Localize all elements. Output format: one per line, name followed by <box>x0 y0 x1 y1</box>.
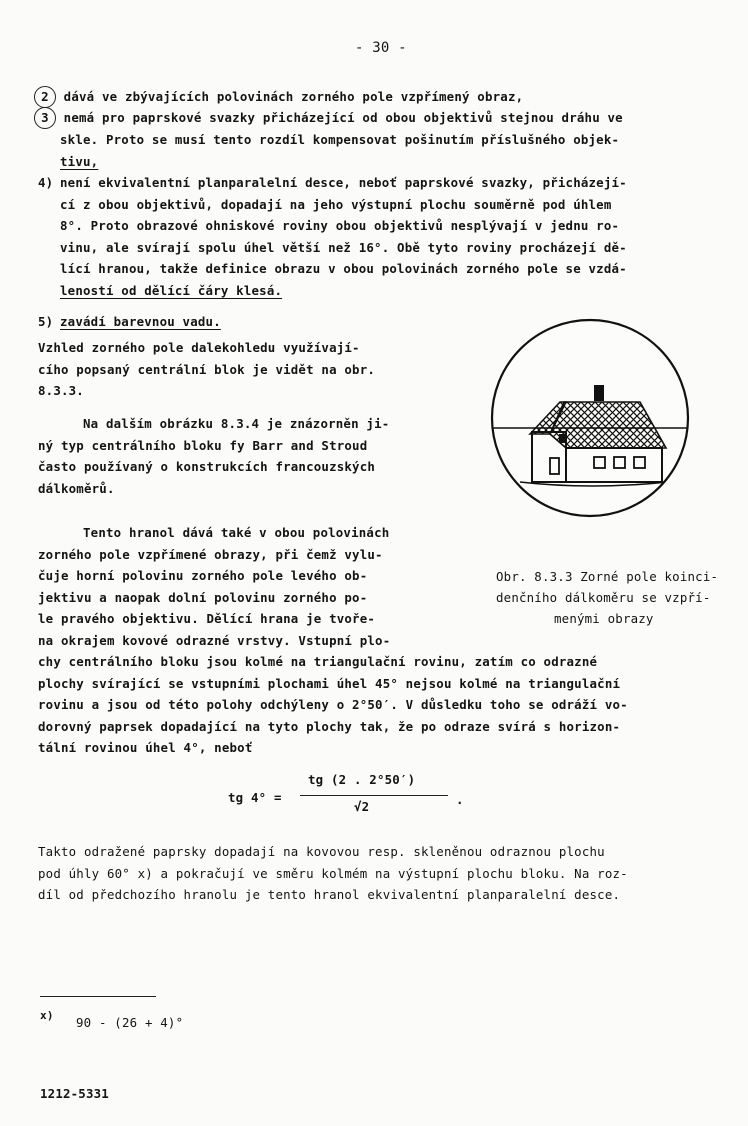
paragraph-line: čuje horní polovinu zorného pole levého ob- <box>38 568 368 583</box>
paragraph-line: chy centrálního bloku jsou kolmé na triangulační rovinu, zatím co odrazné <box>38 654 598 669</box>
item-text: dává ve zbývajících polovinách zorného pole vzpřímený obraz, <box>63 89 524 104</box>
list-item-4 <box>38 172 728 301</box>
house-window <box>594 457 605 468</box>
paragraph-line: často používaný o konstrukcích francouzských <box>38 459 376 474</box>
paragraph-line: tální rovinou úhel 4°, neboť <box>38 740 253 755</box>
item-number: 5) <box>38 314 54 329</box>
paragraph-line: cího popsaný centrální blok je vidět na obr. <box>38 361 376 377</box>
formula-denominator: √2 <box>354 799 370 814</box>
paragraph-line: na okrajem kovové odrazné vrstvy. Vstupní plo- <box>38 632 391 648</box>
caption-line: menými obrazy <box>554 611 654 626</box>
item-number: 4) <box>38 175 54 190</box>
list-item-2 <box>38 86 728 108</box>
paragraph-line: dorovný paprsek dopadající na tyto plochy tak, že po odraze svírá s horizon- <box>38 718 621 734</box>
formula-numerator: tg (2 . 2°50′) <box>308 772 416 787</box>
paragraph-3-column <box>38 522 448 651</box>
paragraph-line: ný typ centrálního bloku fy Barr and Stroud <box>38 437 368 453</box>
page-number: - 30 - <box>355 40 407 56</box>
paragraph-3-full <box>38 651 728 759</box>
paragraph-line: zorného pole vzpřímené obrazy, při čemž vylu- <box>38 546 383 562</box>
paragraph-line: 8.3.3. <box>38 383 84 398</box>
paragraph-line: pod úhly 60° x) a pokračují ve směru kolmém na výstupní plochu bloku. Na roz- <box>38 865 628 881</box>
item-number: 3 <box>34 107 56 129</box>
caption-line: Obr. 8.3.3 Zorné pole koinci- <box>496 569 719 584</box>
list-item-3 <box>38 107 728 172</box>
paragraph-line: le pravého objektivu. Dělící hrana je tvoře- <box>38 611 376 626</box>
item-line: cí z obou objektivů, dopadají na jeho výstupní plochu souměrně pod úhlem <box>60 196 612 212</box>
paragraph-4 <box>38 841 728 906</box>
formula-lhs: tg 4° = <box>228 790 282 805</box>
fraction-bar <box>300 795 448 796</box>
item-line: nemá pro paprskové svazky přicházející od obou objektivů stejnou dráhu ve <box>63 110 623 125</box>
caption-line: denčního dálkoměru se vzpří- <box>496 590 711 605</box>
paragraph-line: plochy svírající se vstupními plochami úhel 45° nejsou kolmé na triangulační <box>38 675 621 691</box>
figure-caption <box>496 566 746 629</box>
footnote-text: 90 - (26 + 4)° <box>76 1015 184 1030</box>
item-line: skle. Proto se musí tento rozdíl kompensovat pošinutím příslušného objek- <box>60 132 620 147</box>
item-line: 8°. Proto obrazové ohniskové roviny obou objektivů nesplývají v jednu ro- <box>60 218 620 233</box>
item-line: není ekvivalentní planparalelní desce, neboť paprskové svazky, přicházejí- <box>60 175 627 190</box>
paragraph-line: dálkoměrů. <box>38 480 115 496</box>
paragraph-line: jektivu a naopak dolní polovinu zorného po- <box>38 589 368 605</box>
house-window <box>550 458 559 474</box>
paragraph-line: díl od předchozího hranolu je tento hranol ekvivalentní planparalelní desce. <box>38 887 621 902</box>
item-line: tivu, <box>60 153 99 169</box>
paragraph-line: Takto odražené paprsky dopadají na kovovou resp. skleněnou odraznou plochu <box>38 844 605 859</box>
paragraph-line: rovinu a jsou od této polohy odchýleny o 2°50′. V důsledku toho se odráží vo- <box>38 697 628 712</box>
formula-end: . <box>456 792 464 807</box>
paragraph-1 <box>38 337 448 402</box>
item-number: 2 <box>34 86 56 108</box>
item-line: lící hranou, takže definice obrazu v obou polovinách zorného pole se vzdá- <box>60 261 627 276</box>
item-text: zavádí barevnou vadu. <box>60 314 221 329</box>
figure-zorne-pole <box>490 318 690 518</box>
house-window <box>634 457 645 468</box>
paragraph-line: Vzhled zorného pole dalekohledu využívají- <box>38 340 360 355</box>
house-window <box>559 434 565 443</box>
item-line: leností od dělící čáry klesá. <box>60 282 283 298</box>
paragraph-line: Na dalším obrázku 8.3.4 je znázorněn ji- <box>83 416 390 431</box>
paragraph-line: Tento hranol dává také v obou polovinách <box>83 525 390 540</box>
item-line: vinu, ale svírají spolu úhel větší než 16°. Obě tyto roviny procházejí dě- <box>60 239 627 255</box>
chimney <box>594 385 604 401</box>
footnote-mark: x) <box>40 1009 54 1022</box>
house-window <box>614 457 625 468</box>
document-code: 1212-5331 <box>40 1086 109 1101</box>
paragraph-2 <box>38 413 448 499</box>
footnote-separator <box>40 996 156 997</box>
formula <box>228 770 488 830</box>
